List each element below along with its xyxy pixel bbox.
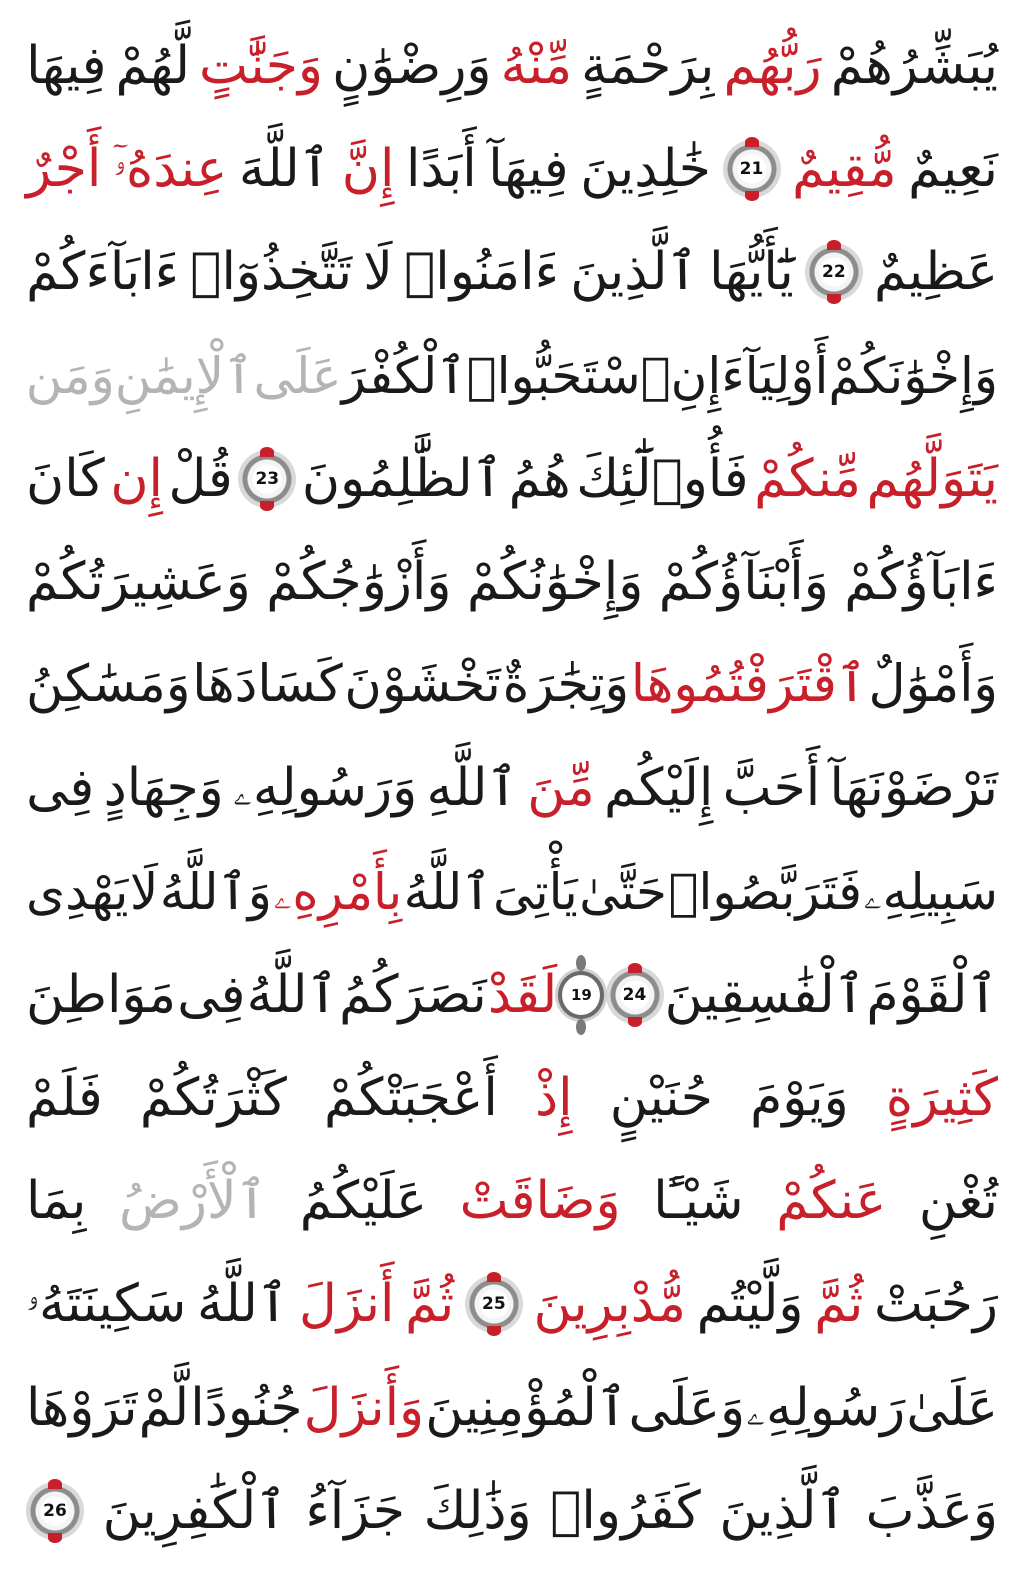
quran-word: خَٰلِدِينَ xyxy=(580,139,711,200)
hizb-number: 19 xyxy=(558,971,604,1019)
verse-line xyxy=(26,1360,998,1456)
quran-word: ٱللَّهَ xyxy=(238,139,331,200)
quran-word: ٱلْفَٰسِقِينَ xyxy=(664,964,866,1025)
quran-word: وَضَاقَتْ xyxy=(459,1171,621,1232)
quran-word: فِيهَآ xyxy=(488,139,569,200)
quran-word: فَأُو۟لَٰٓئِكَ xyxy=(576,448,749,509)
quran-word: ٱسْتَحَبُّوا۟ xyxy=(466,346,671,405)
quran-word: مِّنْهُ xyxy=(500,36,573,96)
quran-word: وَتِجَٰرَةٌ xyxy=(502,655,630,715)
quran-word: لَّمْ xyxy=(138,1377,190,1438)
quran-word: عَظِيمٌ xyxy=(874,242,998,303)
ayah-number-marker: 22 xyxy=(805,243,863,301)
quran-word: ٱلَّذِينَ xyxy=(719,1480,847,1541)
quran-word: ٱللَّهِ xyxy=(426,758,518,819)
quran-word: رَحُبَتْ xyxy=(873,1274,998,1335)
quran-word: لَّهُمْ xyxy=(115,36,190,96)
quran-word: يَأْتِىَ xyxy=(493,862,578,921)
quran-word: وَأَنزَلَ xyxy=(303,1377,425,1438)
quran-word: قُلْ xyxy=(168,448,233,509)
quran-word: سَبِيلِهِۦ xyxy=(863,862,998,921)
quran-word: يَهْدِى xyxy=(26,862,129,921)
verse-line xyxy=(26,224,998,320)
verse-line xyxy=(26,637,998,733)
quran-word: أَوْلِيَآءَ xyxy=(721,346,829,405)
quran-word: ٱلَّذِينَ xyxy=(570,242,698,303)
quran-word: وَعَلَى xyxy=(628,1377,746,1438)
quran-word: كَانَ xyxy=(26,448,105,509)
ayah-number-marker: 26 xyxy=(26,1482,84,1540)
quran-word: تَرَوْهَا xyxy=(26,1377,138,1438)
quran-word: ٱللَّهُ xyxy=(403,862,492,921)
quran-word: عَنكُمْ xyxy=(776,1171,887,1232)
quran-word: فِى xyxy=(26,758,95,819)
verse-line xyxy=(26,844,998,940)
quran-word: ٱللَّهُ xyxy=(246,964,338,1025)
quran-word: ءَابَآؤُكُمْ xyxy=(844,552,998,612)
quran-word: هُمُ xyxy=(508,448,571,509)
quran-word: وَأَبْنَآؤُكُمْ xyxy=(658,552,829,612)
quran-word: وَٱللَّهُ xyxy=(159,862,272,921)
ayah-number-marker: 23 xyxy=(238,450,296,508)
quran-word: وَمَن xyxy=(25,346,115,405)
quran-word: ٱلظَّٰلِمُونَ xyxy=(301,448,504,509)
quran-word: إِنَّ xyxy=(341,139,395,200)
quran-word: يُبَشِّرُهُمْ xyxy=(830,36,998,96)
quran-word: وَرَسُولِهِۦ xyxy=(233,758,418,819)
quran-word: ثُمَّ xyxy=(814,1274,864,1335)
quran-word: ٱللَّهُ xyxy=(196,1274,289,1335)
quran-word: مُّدْبِرِينَ xyxy=(533,1274,686,1335)
quran-word: إِن xyxy=(110,448,163,509)
verse-line xyxy=(26,431,998,527)
quran-word: جُنُودًا xyxy=(190,1377,303,1438)
quran-word: كَثْرَتُكُمْ xyxy=(139,1068,287,1128)
quran-word: أَبَدًا xyxy=(406,139,477,200)
quran-word: ٱلْإِيمَٰنِ xyxy=(114,346,254,405)
quran-word: فِى xyxy=(177,964,246,1025)
quran-word: إِنِ xyxy=(670,346,722,405)
quran-word: تَخْشَوْنَ xyxy=(344,655,501,715)
verse-line xyxy=(26,1463,998,1559)
quran-word: ٱلْأَرْضُ xyxy=(119,1171,268,1232)
ayah-number-marker: 21 xyxy=(723,140,781,198)
quran-word: ٱلْكَٰفِرِينَ xyxy=(102,1480,287,1541)
quran-word: وَإِخْوَٰنُكُمْ xyxy=(466,552,644,612)
quran-word: وَذَٰلِكَ xyxy=(423,1480,532,1541)
quran-word: عَلَى xyxy=(253,346,342,405)
quran-word: إِذْ xyxy=(534,1068,573,1128)
quran-word: ٱلْقَوْمَ xyxy=(866,964,998,1025)
quran-word: كَثِيرَةٍ xyxy=(885,1068,998,1128)
quran-word: مِّنكُمْ xyxy=(754,448,862,509)
quran-word: تُغْنِ xyxy=(918,1171,998,1232)
mushaf-page xyxy=(26,18,998,1566)
quran-word: عِندَهُۥٓ xyxy=(112,139,228,200)
quran-word: أَحَبَّ xyxy=(722,758,821,819)
quran-word: نَعِيمٌ xyxy=(908,139,998,200)
quran-word: ٱقْتَرَفْتُمُوهَا xyxy=(630,655,867,715)
quran-word: ٱلْكُفْرَ xyxy=(341,346,467,405)
quran-word: لَا xyxy=(129,862,159,921)
quran-word: وَأَزْوَٰجُكُمْ xyxy=(266,552,452,612)
quran-word: ٱلْمُؤْمِنِينَ xyxy=(425,1377,628,1438)
quran-word: ءَامَنُوا۟ xyxy=(404,242,560,303)
quran-word: بِرَحْمَةٍ xyxy=(581,36,715,96)
quran-word: مِّنَ xyxy=(527,758,595,819)
ayah-number-marker: 24 xyxy=(606,966,664,1024)
quran-word: شَيْـًٔا xyxy=(653,1171,744,1232)
verse-line xyxy=(26,534,998,630)
quran-word: فِيهَا xyxy=(26,36,107,96)
verse-line xyxy=(26,1153,998,1249)
quran-word: بِأَمْرِهِۦ xyxy=(273,862,403,921)
quran-word: جَزَآءُ xyxy=(305,1480,406,1541)
verse-line xyxy=(26,740,998,836)
quran-word: أَجْرٌ xyxy=(26,139,102,200)
ayah-number-marker: 25 xyxy=(465,1275,523,1333)
quran-word: وَلَّيْتُم xyxy=(696,1274,804,1335)
quran-word: وَجَنَّٰتٍ xyxy=(199,36,324,96)
quran-word: وَإِخْوَٰنَكُمْ xyxy=(828,346,998,405)
quran-word: يَٰٓأَيُّهَا xyxy=(709,242,794,303)
quran-word: لَا xyxy=(363,242,393,303)
quran-word: وَرِضْوَٰنٍ xyxy=(332,36,492,96)
quran-word: إِلَيْكُم xyxy=(603,758,714,819)
quran-word: مَوَاطِنَ xyxy=(26,964,177,1025)
verse-line xyxy=(26,328,998,424)
quran-word: مُّقِيمٌ xyxy=(792,139,897,200)
quran-word: حَتَّىٰ xyxy=(579,862,667,921)
quran-word: ءَابَآءَكُمْ xyxy=(26,242,180,303)
quran-word: لَقَدْ xyxy=(487,964,558,1025)
verse-line xyxy=(26,18,998,114)
quran-word: رَبُّهُم xyxy=(723,36,822,96)
quran-word: وَمَسَٰكِنُ xyxy=(26,655,191,715)
quran-word: عَلَىٰ xyxy=(906,1377,998,1438)
quran-word: وَعَذَّبَ xyxy=(865,1480,998,1541)
quran-word: بِمَا xyxy=(26,1171,87,1232)
quran-word: وَجِهَادٍ xyxy=(103,758,224,819)
quran-word: وَأَمْوَٰلٌ xyxy=(868,655,998,715)
quran-word: كَفَرُوا۟ xyxy=(550,1480,701,1541)
quran-word: فَلَمْ xyxy=(26,1068,103,1128)
quran-word: كَسَادَهَا xyxy=(192,655,343,715)
quran-word: أَعْجَبَتْكُمْ xyxy=(324,1068,498,1128)
quran-word: سَكِينَتَهُۥ xyxy=(26,1274,187,1335)
quran-word: وَيَوْمَ xyxy=(750,1068,849,1128)
verse-line xyxy=(26,1256,998,1352)
quran-word: ثُمَّ xyxy=(405,1274,455,1335)
verse-line xyxy=(26,1050,998,1146)
quran-word: تَتَّخِذُوٓا۟ xyxy=(190,242,353,303)
quran-word: حُنَيْنٍ xyxy=(609,1068,713,1128)
quran-word: عَلَيْكُمُ xyxy=(299,1171,427,1232)
quran-word: فَتَرَبَّصُوا۟ xyxy=(668,862,863,921)
verse-line xyxy=(26,121,998,217)
quran-word: تَرْضَوْنَهَآ xyxy=(829,758,998,819)
quran-word: نَصَرَكُمُ xyxy=(339,964,487,1025)
quran-word: أَنزَلَ xyxy=(299,1274,395,1335)
quran-word: وَعَشِيرَتُكُمْ xyxy=(26,552,251,612)
quran-word: يَتَوَلَّهُم xyxy=(866,448,998,509)
hizb-marker xyxy=(558,953,604,1037)
verse-line xyxy=(26,947,998,1043)
quran-word: رَسُولِهِۦ xyxy=(746,1377,906,1438)
